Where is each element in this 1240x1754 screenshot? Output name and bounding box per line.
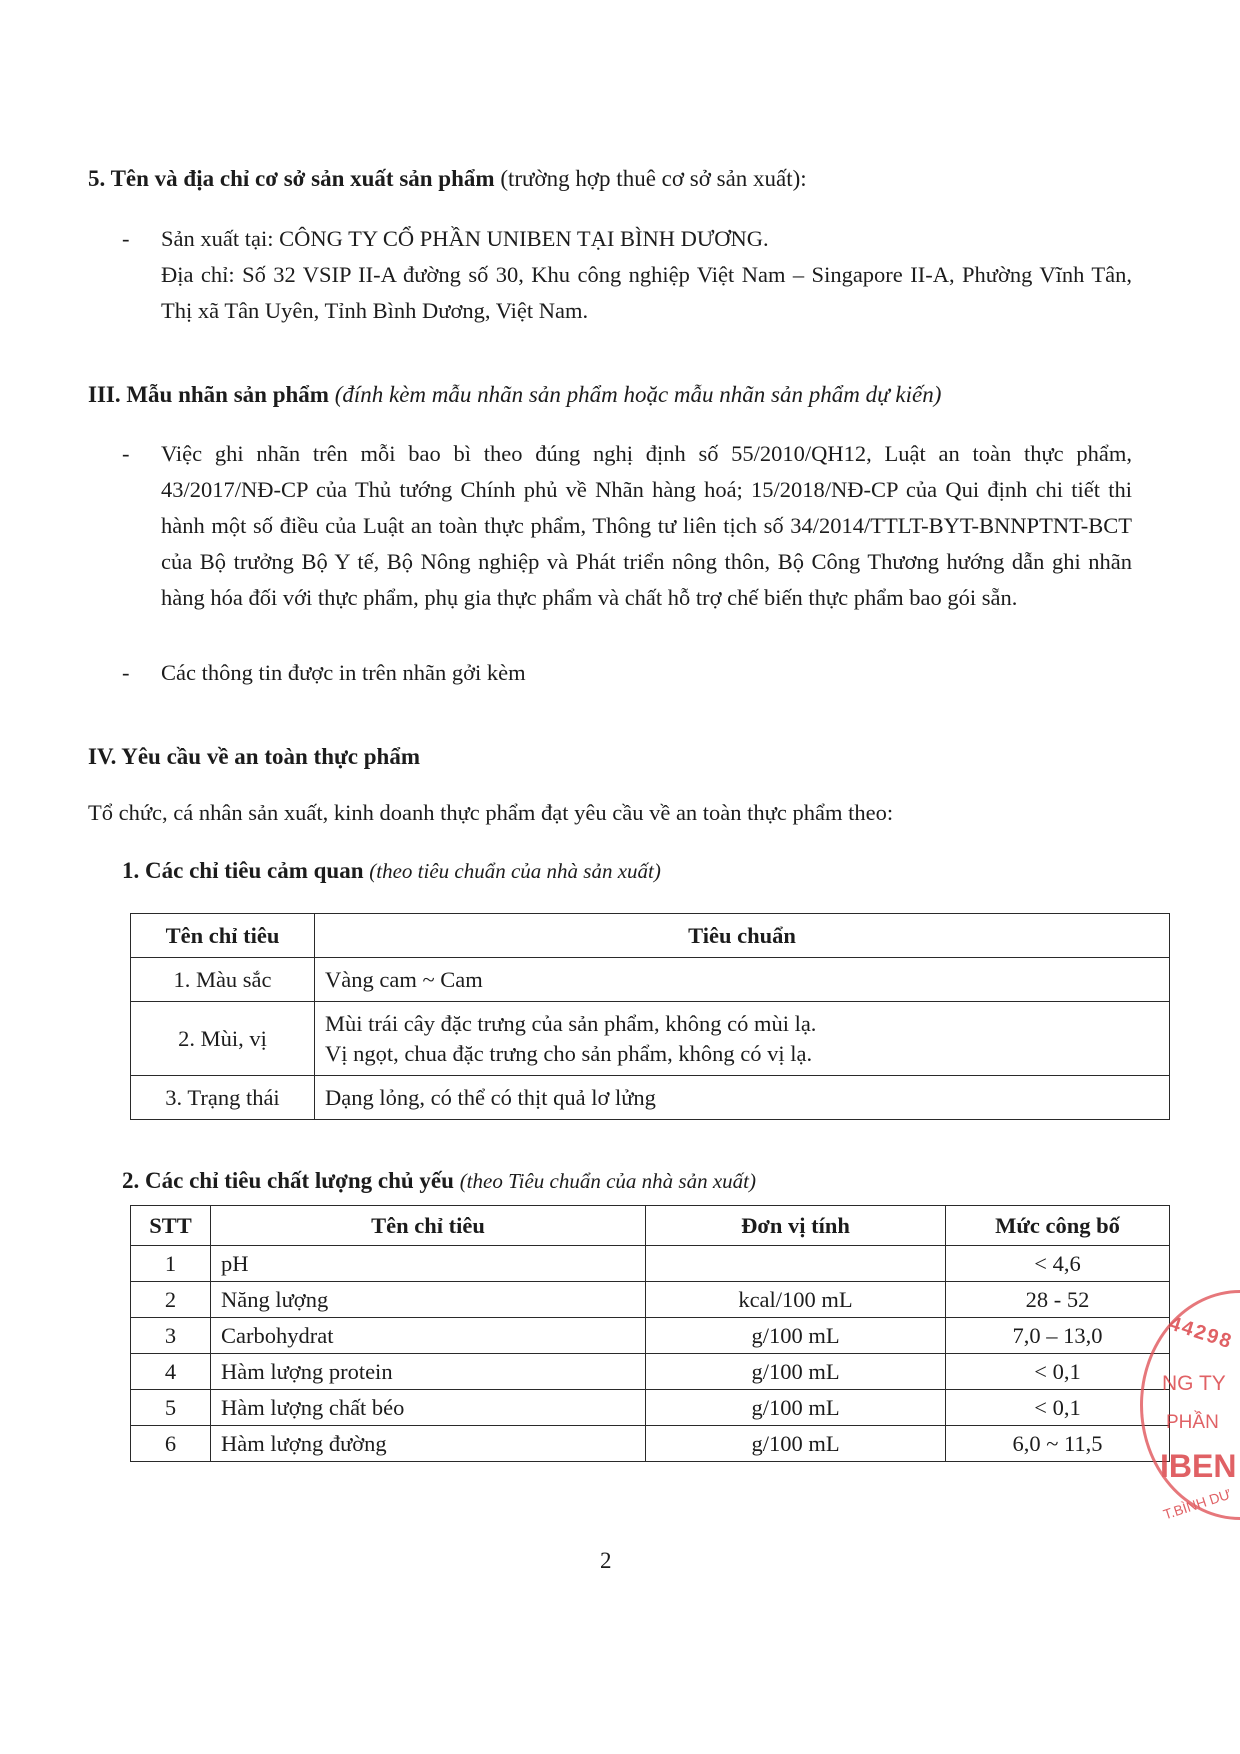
declared-level: 7,0 – 13,0 [946, 1318, 1170, 1354]
criterion-name: Hàm lượng chất béo [211, 1390, 646, 1426]
bullet-dash: - [122, 441, 130, 466]
criterion-name: Năng lượng [211, 1282, 646, 1318]
row-number: 1 [131, 1246, 211, 1282]
declared-level: < 0,1 [946, 1354, 1170, 1390]
unit: g/100 mL [646, 1354, 946, 1390]
criterion-standard-line: Vị ngọt, chua đặc trưng cho sản phẩm, không có vị lạ. [325, 1040, 813, 1066]
quality-criteria-table [130, 1205, 1170, 1462]
unit: g/100 mL [646, 1318, 946, 1354]
quality-criteria-note: (theo Tiêu chuẩn của nhà sản xuất) [459, 1169, 756, 1193]
declared-level: < 4,6 [946, 1246, 1170, 1282]
table-header-row [131, 1206, 1170, 1246]
quality-criteria-heading [122, 1168, 756, 1194]
bullet-dash: - [122, 226, 130, 251]
unit [646, 1246, 946, 1282]
criterion-standard-line: Mùi trái cây đặc trưng của sản phẩm, không có mùi lạ. [325, 1010, 817, 1036]
section-3-note: (đính kèm mẫu nhãn sản phẩm hoặc mẫu nhãn sản phẩm dự kiến) [334, 382, 942, 407]
criterion-name: Carbohydrat [211, 1318, 646, 1354]
row-number: 4 [131, 1354, 211, 1390]
table-row [131, 1354, 1170, 1390]
table-row [131, 1076, 1170, 1120]
criterion-name: 2. Mùi, vị [131, 1002, 315, 1076]
stamp-text: T.BÌNH DƯ [1161, 1485, 1234, 1523]
address-line: Địa chỉ: Số 32 VSIP II-A đường số 30, Khu công nghiệp Việt Nam – Singapore II-A, Phường Vĩnh Tân, Thị xã Tân Uyên, Tỉnh Bình Dương, Việt Nam. [161, 262, 1132, 323]
sensory-criteria-note: (theo tiêu chuẩn của nhà sản xuất) [369, 859, 661, 883]
table-row [131, 1246, 1170, 1282]
section-3-heading [88, 382, 941, 408]
row-number: 6 [131, 1426, 211, 1462]
column-header: Đơn vị tính [646, 1206, 946, 1246]
section-5-note: (trường hợp thuê cơ sở sản xuất): [500, 166, 807, 191]
criterion-name: 1. Màu sắc [131, 958, 315, 1002]
section-5-title: 5. Tên và địa chỉ cơ sở sản xuất sản phẩm [88, 166, 495, 191]
table-row [131, 1002, 1170, 1076]
column-header: Tiêu chuẩn [315, 914, 1170, 958]
stamp-text: NG TY [1162, 1372, 1226, 1395]
sensory-criteria-heading [122, 858, 661, 884]
unit: g/100 mL [646, 1426, 946, 1462]
criterion-standard [315, 1002, 1170, 1076]
stamp-text: PHẦN [1166, 1412, 1219, 1433]
section-3-title: III. Mẫu nhãn sản phẩm [88, 382, 329, 407]
criterion-name: pH [211, 1246, 646, 1282]
stamp-text: IBEN [1160, 1448, 1237, 1484]
company-stamp [1140, 1290, 1240, 1523]
label-regulation-text: Việc ghi nhãn trên mỗi bao bì theo đúng nghị định số 55/2010/QH12, Luật an toàn thực phẩm, 43/2017/NĐ-CP của Thủ tướng Chính phủ về Nhãn hàng hoá; 15/2018/NĐ-CP của Qui định chi tiết thi hành một số điều của Luật an toàn thực phẩm, Thông tư liên tịch số 34/2014/TTLT-BYT-BNNPTNT-BCT của Bộ trưởng Bộ Y tế, Bộ Nông nghiệp và Phát triển nông thôn, Bộ Công Thương hướng dẫn ghi nhãn hàng hóa đối với thực phẩm, phụ gia thực phẩm và chất hỗ trợ chế biến thực phẩm bao gói sẵn. [161, 441, 1132, 610]
row-number: 3 [131, 1318, 211, 1354]
table-row [131, 958, 1170, 1002]
bullet-dash: - [122, 660, 130, 685]
section-4-intro: Tổ chức, cá nhân sản xuất, kinh doanh thực phẩm đạt yêu cầu về an toàn thực phẩm theo: [88, 800, 894, 825]
label-info-text: Các thông tin được in trên nhãn gởi kèm [161, 660, 526, 685]
criterion-name: Hàm lượng đường [211, 1426, 646, 1462]
declared-level: 28 - 52 [946, 1282, 1170, 1318]
sensory-criteria-title: 1. Các chỉ tiêu cảm quan [122, 858, 364, 883]
row-number: 2 [131, 1282, 211, 1318]
column-header: Tên chỉ tiêu [211, 1206, 646, 1246]
section-5-heading [88, 166, 807, 192]
table-row [131, 1390, 1170, 1426]
table-row [131, 1318, 1170, 1354]
criterion-name: 3. Trạng thái [131, 1076, 315, 1120]
quality-criteria-title: 2. Các chỉ tiêu chất lượng chủ yếu [122, 1168, 454, 1193]
column-header: STT [131, 1206, 211, 1246]
label-regulation-bullet [122, 436, 1132, 656]
label-info-bullet [122, 655, 1132, 695]
table-row [131, 1426, 1170, 1462]
unit: g/100 mL [646, 1390, 946, 1426]
section-5-bullet [122, 221, 1132, 331]
criterion-name: Hàm lượng protein [211, 1354, 646, 1390]
manufacturer-line: Sản xuất tại: CÔNG TY CỔ PHẦN UNIBEN TẠI BÌNH DƯƠNG. [161, 226, 769, 251]
table-row [131, 1282, 1170, 1318]
row-number: 5 [131, 1390, 211, 1426]
column-header: Tên chỉ tiêu [131, 914, 315, 958]
table-header-row [131, 914, 1170, 958]
unit: kcal/100 mL [646, 1282, 946, 1318]
declared-level: < 0,1 [946, 1390, 1170, 1426]
section-4-heading: IV. Yêu cầu về an toàn thực phẩm [88, 744, 421, 769]
sensory-criteria-table [130, 913, 1170, 1120]
page-number: 2 [600, 1548, 612, 1573]
criterion-standard: Vàng cam ~ Cam [315, 958, 1170, 1002]
column-header: Mức công bố [946, 1206, 1170, 1246]
stamp-text: 44298 [1166, 1312, 1236, 1354]
criterion-standard: Dạng lỏng, có thể có thịt quả lơ lửng [315, 1076, 1170, 1120]
declared-level: 6,0 ~ 11,5 [946, 1426, 1170, 1462]
